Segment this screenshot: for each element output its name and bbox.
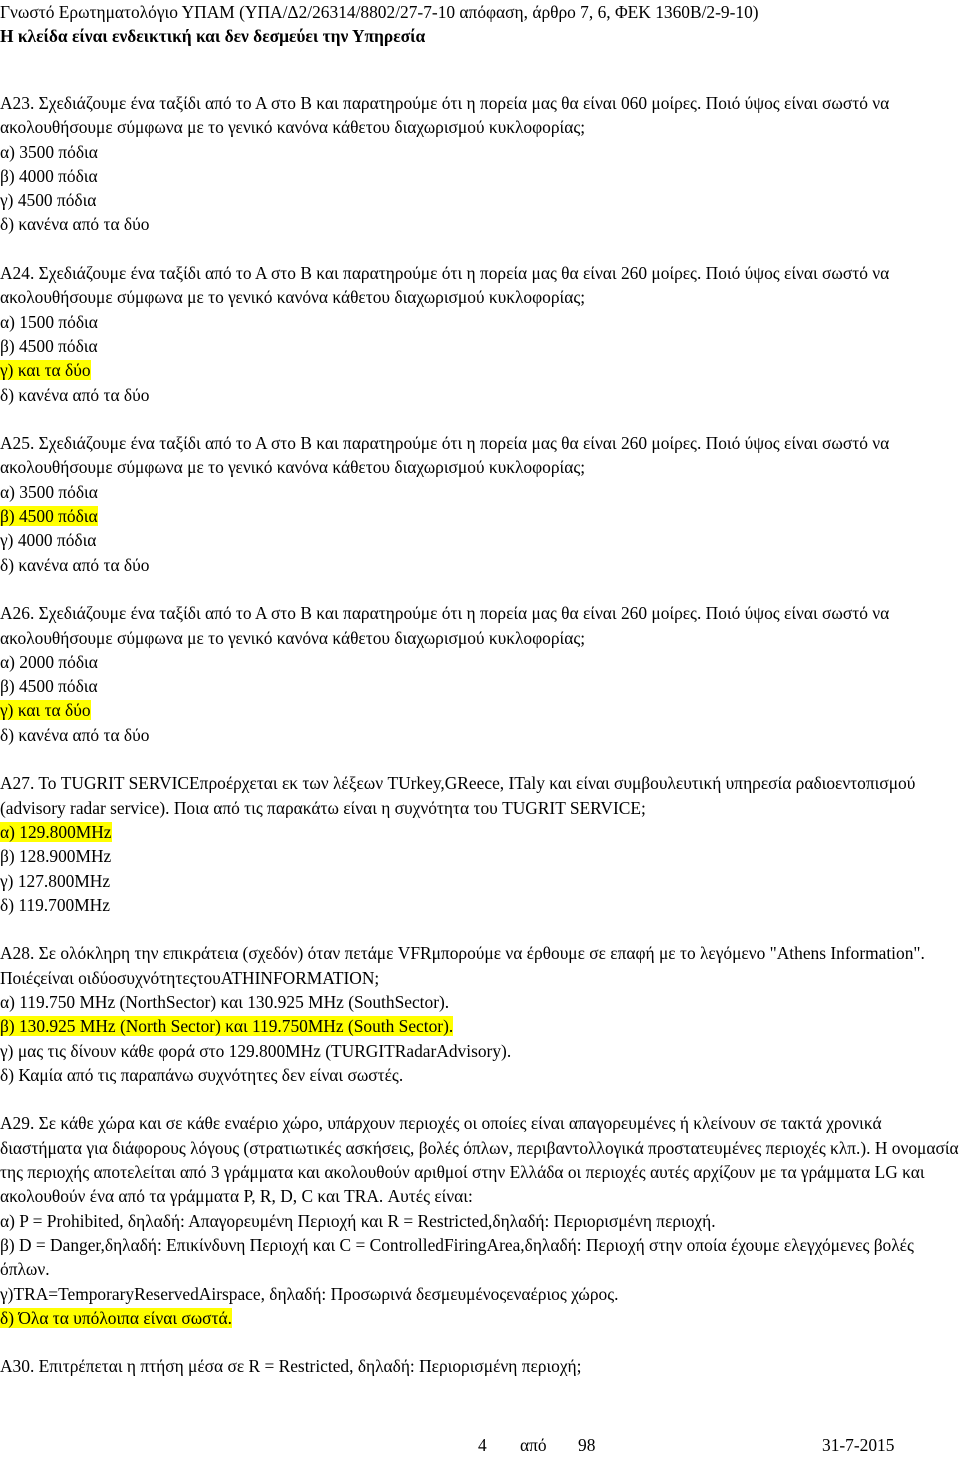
header-title: Γνωστό Ερωτηματολόγιο ΥΠΑΜ (ΥΠΑ/Δ2/26314/8802/27-7-10 απόφαση, άρθρο 7, 6, ΦΕΚ 1360Β/2-9-10) <box>0 2 759 22</box>
question-block <box>0 1354 960 1378</box>
answer-option <box>0 140 960 164</box>
answer-option <box>0 698 960 722</box>
answer-option <box>0 1306 960 1330</box>
answer-option-highlighted: β) 4500 πόδια <box>0 506 98 527</box>
footer-page-number: 4 <box>478 1435 487 1455</box>
answer-option <box>0 820 960 844</box>
answer-option-text: δ) Καμία από τις παραπάνω συχνότητες δεν είναι σωστές. <box>0 1064 404 1085</box>
answer-option-text: α) 3500 πόδια <box>0 141 98 162</box>
answer-option <box>0 164 960 188</box>
answer-option-text: β) 4000 πόδια <box>0 165 98 186</box>
answer-option <box>0 674 960 698</box>
question-block <box>0 941 960 1087</box>
answer-option-text: δ) κανένα από τα δύο <box>0 554 150 575</box>
answer-option-text: β) 4500 πόδια <box>0 335 98 356</box>
answer-option-text: β) 4500 πόδια <box>0 676 98 697</box>
answer-option <box>0 844 960 868</box>
question-block <box>0 1111 960 1330</box>
question-text: Α28. Σε ολόκληρη την επικράτεια (σχεδόν) όταν πετάμε VFRμπορούμε να έρθουμε σε επαφή με το λεγόμενο "Athens Information". Ποιέςείναι οιδύοσυχνότητεςτουATHINFORMATION; <box>0 943 925 988</box>
question-text: Α26. Σχεδιάζουμε ένα ταξίδι από το Α στο Β και παρατηρούμε ότι η πορεία μας θα είναι 260 μοίρες. Ποιό ύψος είναι σωστό να ακολουθήσουμε σύμφωνα με το γενικό κανόνα κάθετου διαχωρισμού κυκλοφορίας; <box>0 603 890 648</box>
answer-option <box>0 310 960 334</box>
question-block <box>0 91 960 237</box>
answer-option-text: α) 3500 πόδια <box>0 481 98 502</box>
answer-option-text: γ) 127.800MHz <box>0 870 111 891</box>
answer-option-text: α) 2000 πόδια <box>0 651 98 672</box>
answer-option-highlighted: γ) και τα δύο <box>0 360 91 381</box>
answer-option-text: γ) μας τις δίνουν κάθε φορά στο 129.800MHz (TURGITRadarAdvisory). <box>0 1040 512 1061</box>
answer-option <box>0 188 960 212</box>
answer-option <box>0 1233 960 1282</box>
answer-option-text: β) D = Danger,δηλαδή: Επικίνδυνη Περιοχή και C = ControlledFiringArea,δηλαδή: Περιοχή στην οποία έχουμε ελεγχόμενες βολές όπλων. <box>0 1234 914 1280</box>
answer-option <box>0 893 960 917</box>
answer-option <box>0 1209 960 1233</box>
answer-option <box>0 383 960 407</box>
answer-option-text: α) P = Prohibited, δηλαδή: Απαγορευμένη Περιοχή και R = Restricted,δηλαδή: Περιορισμένη περιοχή. <box>0 1210 716 1231</box>
answer-option-text: α) 119.750 MHz (NorthSector) και 130.925 MHz (SouthSector). <box>0 991 450 1012</box>
answer-option <box>0 1282 960 1306</box>
page-header <box>0 0 960 49</box>
answer-option <box>0 1063 960 1087</box>
question-list <box>0 91 960 1403</box>
answer-option <box>0 212 960 236</box>
footer-of-label: από <box>520 1435 547 1455</box>
question-text: Α27. Το TUGRIT SERVICEπροέρχεται εκ των λέξεων TUrkey,GReece, ITaly και είναι συμβουλευτική υπηρεσία ραδιοεντοπισμού (advisory radar service). Ποια από τις παρακάτω είναι η συχνότητα του TUGRIT SERVICE; <box>0 773 916 818</box>
page-footer <box>0 1433 960 1457</box>
answer-option-text: γ) 4500 πόδια <box>0 190 97 211</box>
footer-date: 31-7-2015 <box>822 1435 895 1455</box>
question-block <box>0 771 960 917</box>
question-block <box>0 431 960 577</box>
answer-option-highlighted: δ) Όλα τα υπόλοιπα είναι σωστά. <box>0 1307 232 1328</box>
answer-option-text: γ) 4000 πόδια <box>0 530 97 551</box>
answer-option <box>0 334 960 358</box>
answer-option <box>0 1039 960 1063</box>
answer-option <box>0 723 960 747</box>
answer-option-highlighted: β) 130.925 MHz (North Sector) και 119.750MHz (South Sector). <box>0 1016 454 1037</box>
answer-option-text: α) 1500 πόδια <box>0 311 98 332</box>
answer-option-text: δ) κανένα από τα δύο <box>0 384 150 405</box>
answer-option <box>0 650 960 674</box>
answer-option-text: δ) 119.700MHz <box>0 894 110 915</box>
answer-option <box>0 358 960 382</box>
answer-option <box>0 553 960 577</box>
question-block <box>0 601 960 747</box>
header-disclaimer: Η κλείδα είναι ενδεικτική και δεν δεσμεύει την Υπηρεσία <box>0 26 426 47</box>
answer-option <box>0 528 960 552</box>
question-block <box>0 261 960 407</box>
question-text: Α29. Σε κάθε χώρα και σε κάθε εναέριο χώρο, υπάρχουν περιοχές οι οποίες είναι απαγορευμένες ή κλείνουν σε τακτά χρονικά διαστήματα για διάφορους λόγους (στρατιωτικές ασκήσεις, βολές όπλων, περιβαντολλογικά προστατευμένες περιοχές κλπ.). Η ονομασία της περιοχής αποτελείται από 3 γράμματα και ακολουθούν αριθμοί στην Ελλάδα οι περιοχές αυτές αρχίζουν με τα γράμματα LG και ακολουθούν ένα από τα γράμματα P, R, D, C και TRA. Αυτές είναι: <box>0 1113 959 1207</box>
answer-option <box>0 1014 960 1038</box>
question-text: Α30. Επιτρέπεται η πτήση μέσα σε R = Restricted, δηλαδή: Περιορισμένη περιοχή; <box>0 1356 582 1377</box>
answer-option-highlighted: α) 129.800MHz <box>0 821 112 842</box>
question-text: Α25. Σχεδιάζουμε ένα ταξίδι από το Α στο Β και παρατηρούμε ότι η πορεία μας θα είναι 260 μοίρες. Ποιό ύψος είναι σωστό να ακολουθήσουμε σύμφωνα με το γενικό κανόνα κάθετου διαχωρισμού κυκλοφορίας; <box>0 433 890 478</box>
question-text: Α24. Σχεδιάζουμε ένα ταξίδι από το Α στο Β και παρατηρούμε ότι η πορεία μας θα είναι 260 μοίρες. Ποιό ύψος είναι σωστό να ακολουθήσουμε σύμφωνα με το γενικό κανόνα κάθετου διαχωρισμού κυκλοφορίας; <box>0 263 890 308</box>
answer-option <box>0 480 960 504</box>
answer-option-text: δ) κανένα από τα δύο <box>0 724 150 745</box>
answer-option-text: β) 128.900MHz <box>0 846 112 867</box>
answer-option-text: γ)TRA=TemporaryReservedAirspace, δηλαδή: Προσωρινά δεσμευμένοςεναέριος χώρος. <box>0 1283 619 1304</box>
answer-option-highlighted: γ) και τα δύο <box>0 700 91 721</box>
answer-option-text: δ) κανένα από τα δύο <box>0 214 150 235</box>
footer-total-pages: 98 <box>578 1435 596 1455</box>
question-text: Α23. Σχεδιάζουμε ένα ταξίδι από το Α στο Β και παρατηρούμε ότι η πορεία μας θα είναι 060 μοίρες. Ποιό ύψος είναι σωστό να ακολουθήσουμε σύμφωνα με το γενικό κανόνα κάθετου διαχωρισμού κυκλοφορίας; <box>0 93 890 138</box>
answer-option <box>0 504 960 528</box>
answer-option <box>0 990 960 1014</box>
answer-option <box>0 869 960 893</box>
